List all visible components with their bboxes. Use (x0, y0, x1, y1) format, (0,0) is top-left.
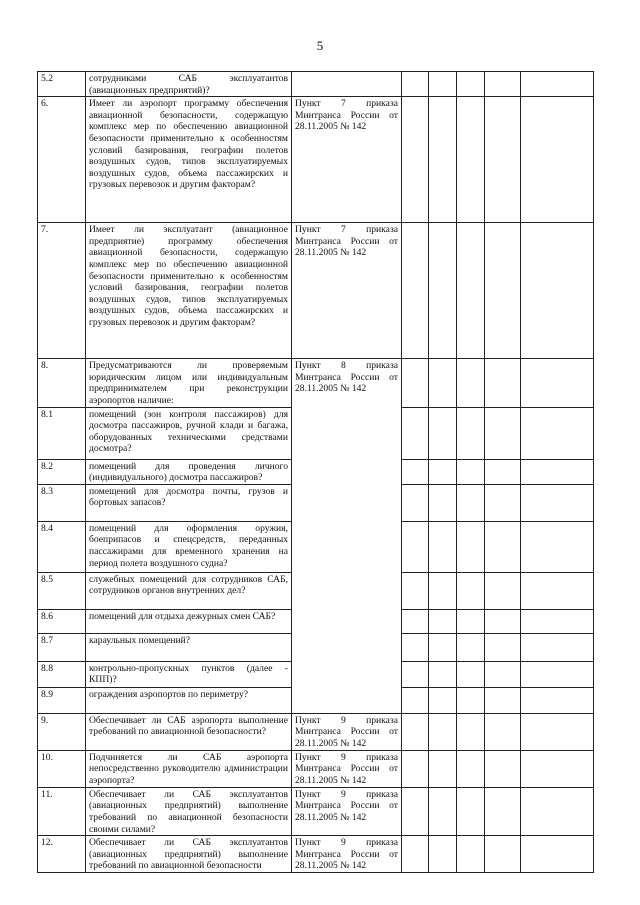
answer-cell[interactable] (457, 633, 485, 661)
answer-cell[interactable] (402, 407, 429, 459)
answer-cell[interactable] (457, 97, 485, 223)
answer-cell[interactable] (457, 72, 485, 97)
answer-cell[interactable] (457, 484, 485, 521)
answer-cell[interactable] (457, 713, 485, 750)
answer-cell[interactable] (402, 713, 429, 750)
table-row (38, 750, 594, 787)
answer-cell[interactable] (485, 687, 521, 713)
answer-cell[interactable] (402, 521, 429, 572)
table-row (38, 521, 594, 572)
legal-reference: Пункт 7 приказа Минтранса России от 28.11.2005 № 142 (292, 97, 402, 223)
answer-cell[interactable] (485, 609, 521, 633)
legal-reference: Пункт 7 приказа Минтранса России от 28.11.2005 № 142 (292, 223, 402, 359)
table-row (38, 97, 594, 223)
table-row (38, 713, 594, 750)
table-row (38, 687, 594, 713)
question-text: Обеспечивает ли САБ эксплуатантов (авиационных предприятий) выполнение требований по авиационной безопасности (86, 836, 292, 873)
answer-cell[interactable] (457, 836, 485, 873)
answer-cell[interactable] (402, 687, 429, 713)
question-text: служебных помещений для сотрудников САБ, сотрудников органов внутренних дел? (86, 572, 292, 609)
answer-cell[interactable] (521, 713, 594, 750)
legal-reference (292, 572, 402, 609)
answer-cell[interactable] (521, 750, 594, 787)
question-text: помещений для оформления оружия, боеприпасов и спецсредств, переданных пассажирами для временного хранения на период полета воздушного судна? (86, 521, 292, 572)
table-row (38, 459, 594, 484)
answer-cell[interactable] (457, 521, 485, 572)
answer-cell[interactable] (485, 521, 521, 572)
question-text: Имеет ли эксплуатант (авиационное предприятие) программу обеспечения авиационной безопасности, содержащую комплекс мер по обеспечению авиационной безопасности применительно к особенностям условий базирования, географии полетов воздушных судов, типов эксплуатируемых воздушных судов, объема пассажирских и грузовых перевозок и другим факторам? (86, 223, 292, 359)
checklist-rows (38, 72, 594, 873)
item-number: 8.5 (38, 572, 86, 609)
legal-reference (292, 609, 402, 633)
item-number: 11. (38, 787, 86, 835)
table-row (38, 407, 594, 459)
page-number: 5 (316, 38, 324, 53)
answer-cell[interactable] (521, 787, 594, 835)
answer-cell[interactable] (521, 687, 594, 713)
question-text: помещений для досмотра почты, грузов и бортовых запасов? (86, 484, 292, 521)
answer-cell[interactable] (485, 633, 521, 661)
answer-cell[interactable] (429, 661, 457, 687)
table-row (38, 787, 594, 835)
question-text: помещений для проведения личного (индивидуального) досмотра пассажиров? (86, 459, 292, 484)
item-number: 8.7 (38, 633, 86, 661)
answer-cell[interactable] (429, 359, 457, 407)
answer-cell[interactable] (485, 72, 521, 97)
legal-reference (292, 687, 402, 713)
legal-reference (292, 484, 402, 521)
answer-cell[interactable] (485, 661, 521, 687)
question-text: помещений (зон контроля пассажиров) для досмотра пассажиров, ручной клади и багажа, оборудованных техническими средствами досмотра? (86, 407, 292, 459)
answer-cell[interactable] (429, 72, 457, 97)
item-number: 8.3 (38, 484, 86, 521)
question-text: Обеспечивает ли САБ эксплуатантов (авиационных предприятий) выполнение требований по авиационной безопасности своими силами? (86, 787, 292, 835)
answer-cell[interactable] (457, 609, 485, 633)
legal-reference: Пункт 9 приказа Минтранса России от 28.11.2005 № 142 (292, 836, 402, 873)
answer-cell[interactable] (429, 609, 457, 633)
answer-cell[interactable] (457, 223, 485, 359)
answer-cell[interactable] (485, 97, 521, 223)
answer-cell[interactable] (521, 459, 594, 484)
question-text: сотрудниками САБ эксплуатантов (авиационных предприятий)? (86, 72, 292, 97)
answer-cell[interactable] (429, 459, 457, 484)
answer-cell[interactable] (457, 661, 485, 687)
item-number: 5.2 (38, 72, 86, 97)
answer-cell[interactable] (429, 484, 457, 521)
answer-cell[interactable] (485, 572, 521, 609)
answer-cell[interactable] (402, 836, 429, 873)
checklist-table (37, 71, 594, 873)
legal-reference (292, 521, 402, 572)
table-row (38, 633, 594, 661)
item-number: 7. (38, 223, 86, 359)
question-text: контрольно-пропускных пунктов (далее - КПП)? (86, 661, 292, 687)
answer-cell[interactable] (457, 407, 485, 459)
answer-cell[interactable] (521, 609, 594, 633)
legal-reference (292, 633, 402, 661)
question-text: помещений для отдыха дежурных смен САБ? (86, 609, 292, 633)
item-number: 8.1 (38, 407, 86, 459)
legal-reference: Пункт 9 приказа Минтранса России от 28.11.2005 № 142 (292, 713, 402, 750)
answer-cell[interactable] (429, 787, 457, 835)
answer-cell[interactable] (521, 836, 594, 873)
answer-cell[interactable] (521, 97, 594, 223)
answer-cell[interactable] (402, 223, 429, 359)
answer-cell[interactable] (485, 750, 521, 787)
answer-cell[interactable] (429, 572, 457, 609)
question-text: ограждения аэропортов по периметру? (86, 687, 292, 713)
item-number: 12. (38, 836, 86, 873)
answer-cell[interactable] (457, 359, 485, 407)
answer-cell[interactable] (402, 633, 429, 661)
answer-cell[interactable] (521, 633, 594, 661)
answer-cell[interactable] (521, 661, 594, 687)
answer-cell[interactable] (521, 572, 594, 609)
answer-cell[interactable] (402, 609, 429, 633)
answer-cell[interactable] (485, 713, 521, 750)
item-number: 8.6 (38, 609, 86, 633)
legal-reference (292, 407, 402, 459)
answer-cell[interactable] (402, 787, 429, 835)
answer-cell[interactable] (521, 223, 594, 359)
answer-cell[interactable] (429, 223, 457, 359)
answer-cell[interactable] (457, 459, 485, 484)
answer-cell[interactable] (521, 521, 594, 572)
answer-cell[interactable] (485, 407, 521, 459)
table-row (38, 661, 594, 687)
legal-reference (292, 661, 402, 687)
legal-reference: Пункт 8 приказа Минтранса России от 28.11.2005 № 142 (292, 359, 402, 407)
question-text: Обеспечивает ли САБ аэропорта выполнение требований по авиационной безопасности? (86, 713, 292, 750)
answer-cell[interactable] (402, 572, 429, 609)
answer-cell[interactable] (457, 687, 485, 713)
answer-cell[interactable] (521, 484, 594, 521)
answer-cell[interactable] (485, 484, 521, 521)
table-row (38, 836, 594, 873)
answer-cell[interactable] (521, 72, 594, 97)
answer-cell[interactable] (429, 407, 457, 459)
legal-reference: Пункт 9 приказа Минтранса России от 28.11.2005 № 142 (292, 787, 402, 835)
answer-cell[interactable] (402, 97, 429, 223)
answer-cell[interactable] (429, 713, 457, 750)
answer-cell[interactable] (429, 687, 457, 713)
question-text: Предусматриваются ли проверяемым юридическим лицом или индивидуальным предпринимателем при реконструкции аэропортов наличие: (86, 359, 292, 407)
answer-cell[interactable] (402, 72, 429, 97)
answer-cell[interactable] (485, 223, 521, 359)
answer-cell[interactable] (457, 750, 485, 787)
answer-cell[interactable] (521, 359, 594, 407)
question-text: Подчиняется ли САБ аэропорта непосредственно руководителю администрации аэропорта? (86, 750, 292, 787)
answer-cell[interactable] (429, 836, 457, 873)
legal-reference: Пункт 9 приказа Минтранса России от 28.11.2005 № 142 (292, 750, 402, 787)
answer-cell[interactable] (402, 459, 429, 484)
item-number: 6. (38, 97, 86, 223)
item-number: 8.8 (38, 661, 86, 687)
answer-cell[interactable] (402, 661, 429, 687)
table-row (38, 484, 594, 521)
question-text: караульных помещений? (86, 633, 292, 661)
answer-cell[interactable] (402, 750, 429, 787)
item-number: 10. (38, 750, 86, 787)
answer-cell[interactable] (429, 750, 457, 787)
table-row (38, 609, 594, 633)
item-number: 8.2 (38, 459, 86, 484)
item-number: 8. (38, 359, 86, 407)
answer-cell[interactable] (402, 484, 429, 521)
answer-cell[interactable] (429, 633, 457, 661)
answer-cell[interactable] (485, 359, 521, 407)
answer-cell[interactable] (457, 572, 485, 609)
answer-cell[interactable] (521, 407, 594, 459)
answer-cell[interactable] (402, 359, 429, 407)
answer-cell[interactable] (485, 787, 521, 835)
question-text: Имеет ли аэропорт программу обеспечения авиационной безопасности, содержащую комплекс мер по обеспечению авиационной безопасности применительно к особенностям условий базирования, географии полетов воздушных судов, типов эксплуатируемых воздушных судов, объема пассажирских и грузовых перевозок и другим факторам? (86, 97, 292, 223)
legal-reference (292, 72, 402, 97)
table-row (38, 72, 594, 97)
answer-cell[interactable] (457, 787, 485, 835)
answer-cell[interactable] (429, 97, 457, 223)
table-row (38, 223, 594, 359)
item-number: 9. (38, 713, 86, 750)
answer-cell[interactable] (429, 521, 457, 572)
table-row (38, 572, 594, 609)
answer-cell[interactable] (485, 836, 521, 873)
legal-reference (292, 459, 402, 484)
answer-cell[interactable] (485, 459, 521, 484)
item-number: 8.9 (38, 687, 86, 713)
item-number: 8.4 (38, 521, 86, 572)
table-row (38, 359, 594, 407)
